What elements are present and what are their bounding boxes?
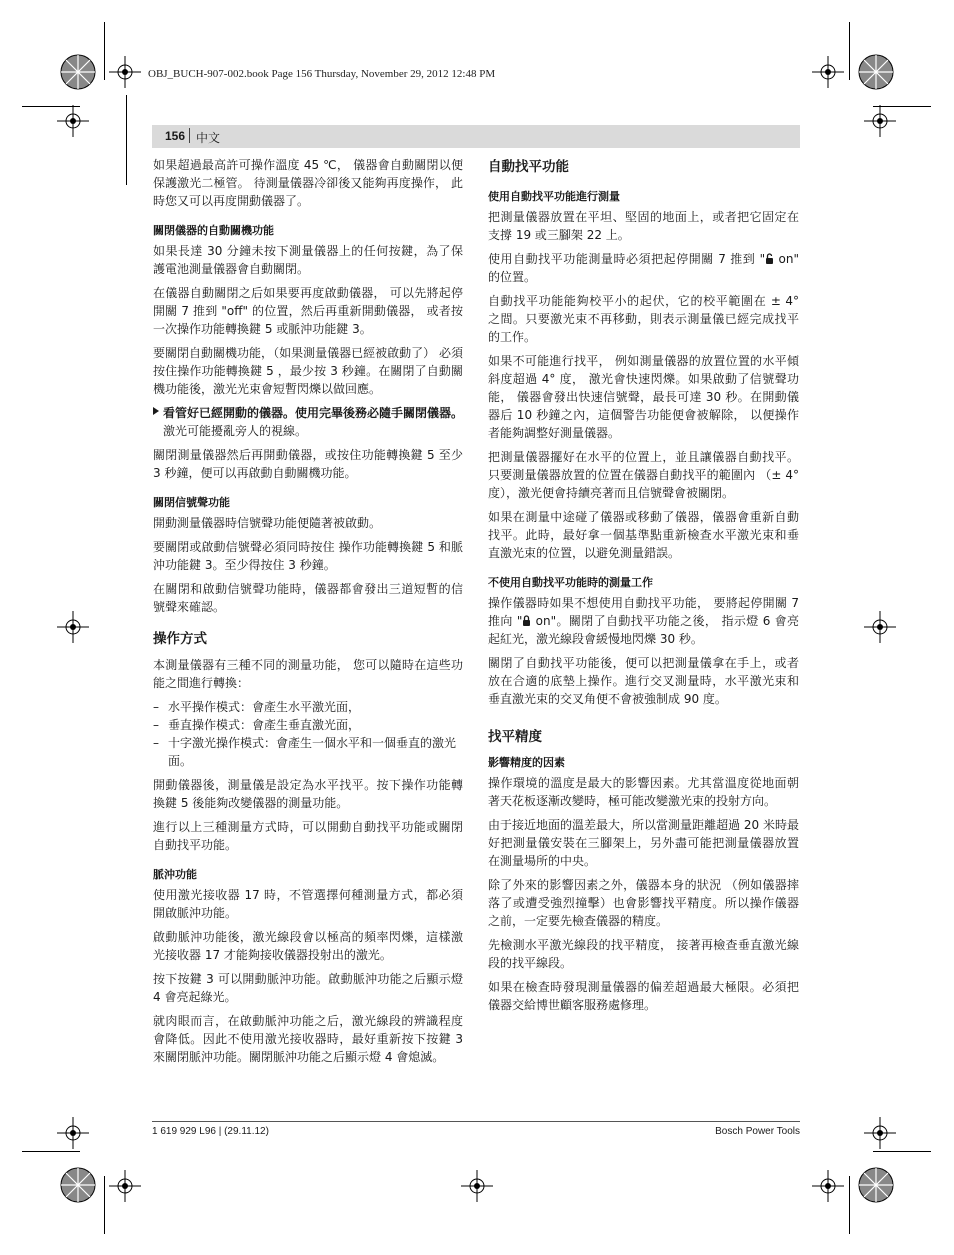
crosshair-mark (812, 1170, 844, 1202)
list-item (153, 716, 463, 734)
crosshair-mark (812, 56, 844, 88)
footer-rule (152, 1121, 800, 1122)
print-slug: OBJ_BUCH-907-002.book Page 156 Thursday, November 29, 2012 12:48 PM (148, 68, 496, 80)
crosshair-mark (864, 611, 896, 643)
section-heading: 自動找平功能 (488, 159, 569, 175)
list-item-text: 十字激光操作模式：會產生一個水平和一個垂直的激光面。 (168, 736, 457, 768)
section-subheading: 關閉信號聲功能 (153, 496, 230, 509)
section-subheading: 脈沖功能 (153, 868, 197, 881)
text-run: on"。關閉了自動找平功能之後， 指示燈 6 會亮起紅光，激光線段會緩慢地閃爍 30 秒。 (488, 614, 799, 646)
crosshair-mark (57, 611, 89, 643)
paragraph: 先檢測水平激光線段的找平精度， 接著再檢查垂直激光線段的找平線段。 (488, 938, 799, 970)
paragraph: 如果不可能進行找平， 例如測量儀器的放置位置的水平傾斜度超過 4° 度， 激光會快速閃爍。如果啟動了信號聲功能， 儀器會發出快速信號聲，最長可達 30 秒。在開動儀器后 10 秒鐘之內，這個警告功能便會被解除， 以便操作者能夠調整好測量儀器。 (488, 354, 799, 440)
section-heading: 操作方式 (153, 631, 207, 647)
crosshair-mark (57, 1117, 89, 1149)
paragraph: 在關閉和啟動信號聲功能時，儀器都會發出三道短暫的信號聲來確認。 (153, 582, 463, 614)
section-subheading: 關閉儀器的自動關機功能 (153, 224, 274, 237)
paragraph: 把測量儀器擺好在水平的位置上，並且讓儀器自動找平。只要測量儀器放置的位置在儀器自動找平的範圍內 （± 4° 度），激光便會持續亮著而且信號聲會被關閉。 (488, 450, 799, 500)
text-run: 操作儀器時如果不想使用自動找平功能， 要將起停開關 7 推向 " (488, 596, 799, 628)
mode-list (153, 698, 463, 770)
paragraph: 把測量儀器放置在平坦、堅固的地面上，或者把它固定在支撐 19 或三腳架 22 上。 (488, 210, 799, 242)
left-column (153, 156, 463, 1072)
crosshair-mark (57, 105, 89, 137)
paragraph: 關閉了自動找平功能後，便可以把測量儀拿在手上，或者放在合適的底墊上操作。進行交叉測量時，水平激光束和垂直激光束的交叉角便不會被強制成 90 度。 (488, 656, 799, 706)
section-heading: 找平精度 (488, 729, 542, 745)
list-item-text: 垂直操作模式：會產生垂直激光面， (168, 718, 361, 732)
list-dash: – (153, 718, 159, 732)
list-item-text: 水平操作模式：會產生水平激光面， (168, 700, 361, 714)
crosshair-mark (864, 105, 896, 137)
text-run: on" 的位置。 (488, 252, 799, 284)
list-item (153, 698, 463, 716)
paragraph: 關閉測量儀器然后再開動儀器，或按住功能轉換鍵 5 至少 3 秒鐘，便可以再啟動自動關機功能。 (153, 448, 463, 480)
section-subheading: 使用自動找平功能進行測量 (488, 190, 620, 203)
registration-mark-top-left (58, 52, 98, 92)
paragraph (488, 594, 799, 648)
list-dash: – (153, 736, 159, 750)
section-subheading: 不使用自動找平功能時的測量工作 (488, 576, 653, 589)
paragraph: 如果在檢查時發現測量儀器的偏差超過最大極限。必須把儀器交給博世顧客服務處修理。 (488, 980, 799, 1012)
section-subheading: 影響精度的因素 (488, 756, 565, 769)
paragraph: 自動找平功能能夠校平小的起伏，它的校平範圍在 ± 4° 之間。只要激光束不再移動，則表示測量儀已經完成找平的工作。 (488, 294, 799, 344)
paragraph: 啟動脈沖功能後，激光線段會以極高的頻率閃爍，這樣激光接收器 17 才能夠接收儀器投射出的激光。 (153, 930, 463, 962)
paragraph: 開動儀器後，測量儀是設定為水平找平。按下操作功能轉換鍵 5 後能夠改變儀器的測量功能。 (153, 778, 463, 810)
paragraph: 如果在測量中途碰了儀器或移動了儀器，儀器會重新自動找平。此時，最好拿一個基準點重新檢查水平激光束和垂直激光束的位置，以避免測量錯誤。 (488, 510, 799, 560)
paragraph: 本測量儀器有三種不同的測量功能， 您可以隨時在這些功能之間進行轉換： (153, 658, 463, 690)
crosshair-mark (109, 1170, 141, 1202)
page-number: 156 (165, 129, 186, 143)
warning-text: 激光可能擾亂旁人的視線。 (163, 424, 308, 438)
crosshair-mark (109, 56, 141, 88)
list-item (153, 734, 463, 770)
registration-mark-top-right (856, 52, 896, 92)
paragraph: 使用激光接收器 17 時，不管選擇何種測量方式，都必須開啟脈沖功能。 (153, 888, 463, 920)
list-dash: – (153, 700, 159, 714)
right-column (488, 156, 799, 1020)
crosshair-mark (864, 1117, 896, 1149)
paragraph: 就肉眼而言，在啟動脈沖功能之后，激光線段的辨識程度會降低。因此不使用激光接收器時，最好重新按下按鍵 3 來關閉脈沖功能。關閉脈沖功能之后顯示燈 4 會熄滅。 (153, 1014, 463, 1064)
paragraph: 在儀器自動關閉之后如果要再度啟動儀器， 可以先將起停開關 7 推到 "off" 的位置，然后再重新開動儀器， 或者按一次操作功能轉換鍵 5 或脈沖功能鍵 3。 (153, 286, 463, 336)
language-label: 中文 (196, 131, 221, 145)
crosshair-mark (461, 1170, 493, 1202)
warning-bold: 看管好已經開動的儀器。使用完畢後務必隨手關閉儀器。 (163, 406, 464, 420)
paragraph: 由于接近地面的溫差最大，所以當測量距離超過 20 米時最好把測量儀安裝在三腳架上，另外盡可能把測量儀器放置在測量場所的中央。 (488, 818, 799, 868)
paragraph: 進行以上三種測量方式時，可以開動自動找平功能或關閉自動找平功能。 (153, 820, 463, 852)
bullet-arrow-icon (153, 407, 159, 415)
paragraph: 如果超過最高許可操作溫度 45 ℃， 儀器會自動關閉以便保護激光二極管。 待測量儀器冷卻後又能夠再度操作， 此時您又可以再度開動儀器了。 (153, 158, 463, 208)
paragraph: 除了外來的影響因素之外，儀器本身的狀況 （例如儀器摔落了或遭受強烈撞擊）也會影響找平精度。所以操作儀器之前，一定要先檢查儀器的精度。 (488, 878, 799, 928)
footer-doc-code: 1 619 929 L96 | (29.11.12) (152, 1126, 269, 1137)
paragraph: 操作環境的溫度是最大的影響因素。尤其當溫度從地面朝著天花板逐漸改變時，極可能改變激光束的投射方向。 (488, 776, 799, 808)
paragraph (488, 250, 799, 286)
paragraph: 要關閉或啟動信號聲必須同時按住 操作功能轉換鍵 5 和脈沖功能鍵 3。至少得按住 3 秒鐘。 (153, 540, 463, 572)
registration-mark-bottom-left (58, 1165, 98, 1205)
paragraph: 要關閉自動關機功能，（如果測量儀器已經被啟動了） 必須按住操作功能轉換鍵 5 ，最少按 3 秒鐘。在關閉了自動關機功能後，激光光束會短暫閃爍以做回應。 (153, 346, 463, 396)
paragraph: 按下按鍵 3 可以開動脈沖功能。啟動脈沖功能之后顯示燈 4 會亮起綠光。 (153, 972, 463, 1004)
paragraph: 開動測量儀器時信號聲功能便隨著被啟動。 (153, 516, 382, 530)
warning-note (153, 404, 463, 440)
footer-brand: Bosch Power Tools (715, 1126, 800, 1137)
header-divider (189, 128, 190, 143)
page-header-bar (152, 125, 800, 148)
registration-mark-bottom-right (856, 1165, 896, 1205)
paragraph: 如果長達 30 分鐘未按下測量儀器上的任何按鍵，為了保護電池測量儀器會自動關閉。 (153, 244, 463, 276)
text-run: 使用自動找平功能測量時必須把起停開關 7 推到 " (488, 252, 766, 266)
unlock-icon (765, 253, 774, 264)
